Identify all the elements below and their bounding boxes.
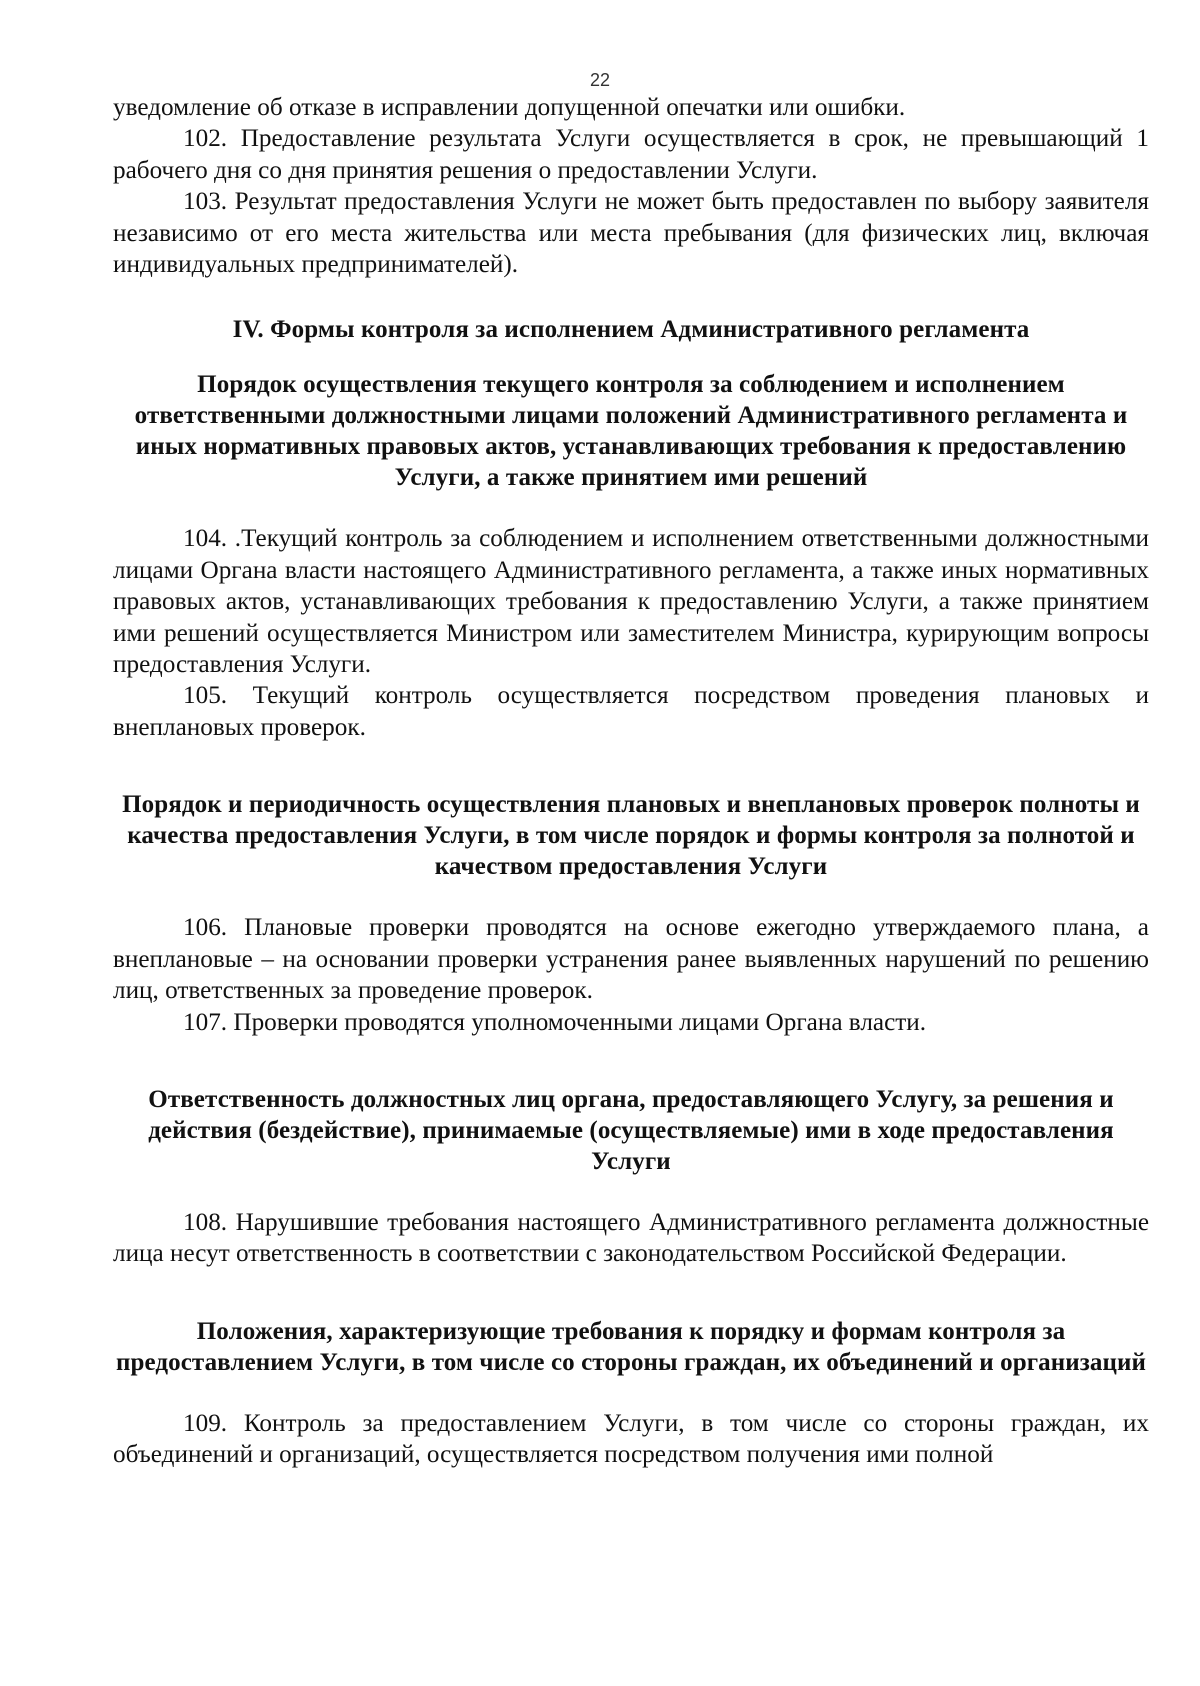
paragraph-106: 106. Плановые проверки проводятся на основе ежегодно утверждаемого плана, а внеплановые – на основании проверки устранения ранее выявленных нарушений по решению лиц, ответственных за проведение проверок. xyxy=(113,914,1149,1005)
paragraph-102: 102. Предоставление результата Услуги осуществляется в срок, не превышающий 1 рабочего дня со дня принятия решения о предоставлении Услуги. xyxy=(113,125,1149,184)
section-heading-iv: IV. Формы контроля за исполнением Административного регламента xyxy=(232,316,1030,344)
subheading-provisions: Положения, характеризующие требования к порядку и формам контроля за предоставлением Услуги, в том числе со стороны граждан, их объединений и организаций xyxy=(115,1317,1147,1376)
paragraph-continuation: уведомление об отказе в исправлении допущенной опечатки или ошибки. xyxy=(113,94,906,121)
document-body xyxy=(113,92,1149,1471)
paragraph-105: 105. Текущий контроль осуществляется посредством проведения плановых и внеплановых проверок. xyxy=(113,682,1149,741)
subheading-responsibility: Ответственность должностных лиц органа, предоставляющего Услугу, за решения и действия (бездействие), принимаемые (осуществляемые) ими в ходе предоставления Услуги xyxy=(148,1085,1114,1175)
paragraph-103: 103. Результат предоставления Услуги не может быть предоставлен по выбору заявителя независимо от его места жительства или места пребывания (для физических лиц, включая индивидуальных предпринимателей). xyxy=(113,188,1149,279)
subheading-current-control: Порядок осуществления текущего контроля за соблюдением и исполнением ответственными должностными лицами положений Административного регламента и иных нормативных правовых актов, устанавливающих требования к предоставлению Услуги, а также принятием ими решений xyxy=(134,371,1128,492)
paragraph-107: 107. Проверки проводятся уполномоченными лицами Органа власти. xyxy=(183,1008,927,1036)
paragraph-109: 109. Контроль за предоставлением Услуги, в том числе со стороны граждан, их объединений и организаций, осуществляется посредством получения ими полной xyxy=(113,1409,1149,1469)
paragraph-104: 104. .Текущий контроль за соблюдением и исполнением ответственными должностными лицами Органа власти настоящего Административного регламента, а также иных нормативных правовых актов, устанавливающих требования к предоставлению Услуги, а также принятием ими решений осуществляется Министром или заместителем Министра, курирующим вопросы предоставления Услуги. xyxy=(113,525,1149,679)
page-number: 22 xyxy=(589,70,611,90)
subheading-inspections: Порядок и периодичность осуществления плановых и внеплановых проверок полноты и качества предоставления Услуги, в том числе порядок и формы контроля за полнотой и качеством предоставления Услуги xyxy=(122,791,1140,881)
paragraph-108: 108. Нарушившие требования настоящего Административного регламента должностные лица несут ответственность в соответствии с законодательством Российской Федерации. xyxy=(113,1208,1149,1268)
